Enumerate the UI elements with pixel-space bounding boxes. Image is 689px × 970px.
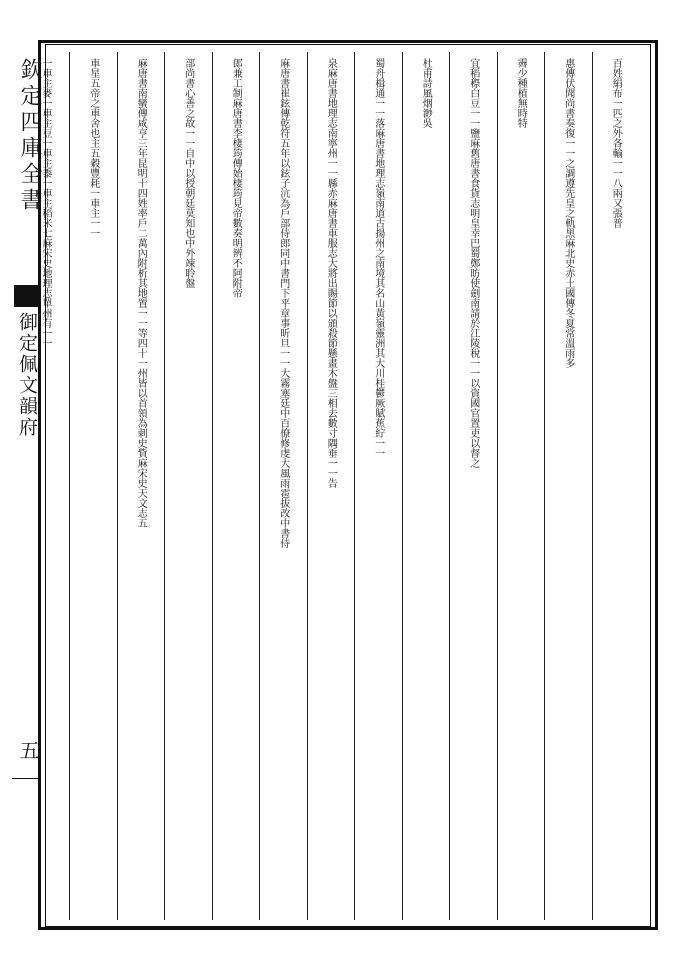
text-column [259,52,307,920]
text-column [307,52,355,920]
column-text: 一車主麥一車主豆一車主黍一車主稻米七麻宋史地理志單州有一一 [40,58,51,348]
column-text: 泉麻唐書地理志南寧州一一縣赤麻唐書車服志大將出賜節以頒殺節懸畫木盤三相去數寸隅垂一一告 [325,58,337,488]
text-column [164,52,212,920]
book-title: 欽定四庫全書 [17,58,42,214]
column-text: 霽少種植無時特 [515,58,527,128]
text-column [449,52,497,920]
text-column [354,52,402,920]
column-text: 麻唐書崔鉉傳乾符五年以鉉子沆為戶部侍郎同中書門下平章事昕旦一一大霧塞廷中百僚修虔大風雨雹拔改中書侍 [277,58,289,548]
text-column [22,52,69,920]
text-column [69,52,117,920]
column-text: 麻唐書南蠻傳咸亨三年昆明十四姓率戶二萬內附析其地置一一等四十一州皆以首領為刺史貲麻宋史天文志五 [135,58,147,528]
column-text: 郎兼工制麻唐書李棲筠傳始棲筠見帝數奏明辨不阿附帝 [230,58,242,298]
text-columns [40,52,639,920]
column-text: 惠傳伏聞尚書奏復一一之調遵先皇之軌黑麻北史赤土國傳冬夏常溫雨多 [562,58,574,368]
column-text: 杜甫詩風烟渺吳 [420,58,432,128]
text-column [544,52,592,920]
text-column [592,52,640,920]
column-text: 部尚書心善之故一一自中以授朝廷莫知也中外竦聆盤 [182,58,194,288]
column-text: 宜稻穄白豆一一鹽麻舊唐書食貨志明皇幸巴蜀鄭昉使劍南請於江陵稅一一以資國官置吏以督之 [467,58,479,468]
text-column [117,52,165,920]
text-column [402,52,450,920]
column-text: 車星五帝之車舍也主五穀豐耗一車主一一 [87,58,99,238]
page-number: 五 [16,740,40,760]
text-column [212,52,260,920]
column-text: 百姓絹布一匹之外各輸一一八兩又張普 [610,58,622,228]
section-title: 御定佩文韻府 [16,312,38,438]
column-text: 蜀舟楫通一一落麻唐書地理志嶺南道古揚州之南境其名山黃嶺靈洲其大川桂鬱厥賦蕉紵一一 [372,58,384,458]
text-column [497,52,545,920]
